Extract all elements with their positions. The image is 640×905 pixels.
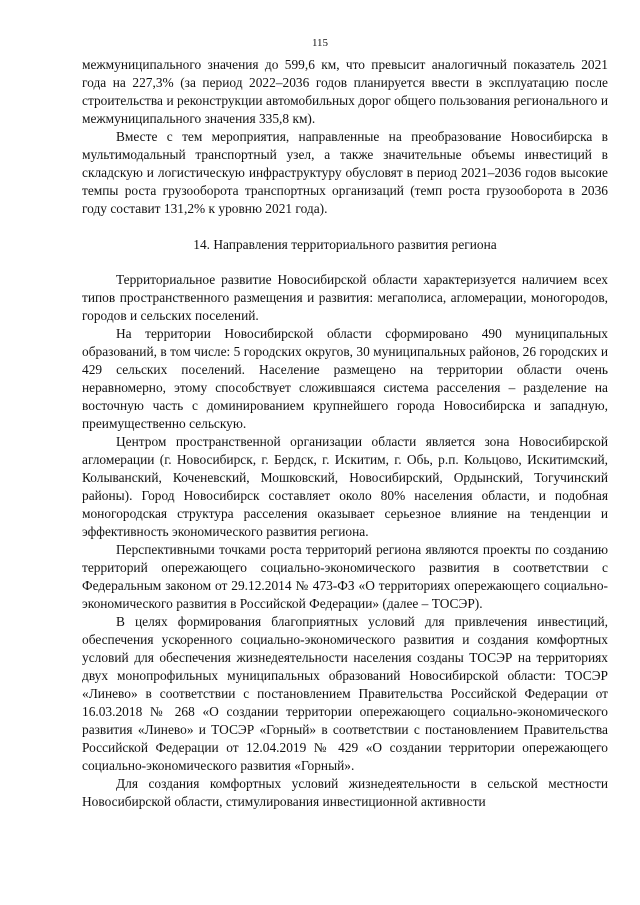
paragraph-growth-points: Перспективными точками роста территорий региона являются проекты по созданию территорий опережающего социально-экономического развития в соответствии с Федеральным законом от 29.12.2014 № 473-ФЗ «О территориях опережающего социально-экономического развития в Российской Федерации» (далее – ТОСЭР). bbox=[82, 542, 608, 611]
paragraph-tosear: В целях формирования благоприятных условий для привлечения инвестиций, обеспечения ускоренного социально-экономического развития и создания комфортных условий для обеспечения жизнедеятельности населения созданы ТОСЭР на территориях двух монопрофильных муниципальных образований Новосибирской области: ТОСЭР «Линево» в соответствии с постановлением Правительства Российской Федерации от 16.03.2018 № 268 «О создании территории опережающего социально-экономического развития «Линево» и ТОСЭР «Горный» в соответствии с постановлением Правительства Российской Федерации от 12.04.2019 № 429 «О создании территории опережающего социально-экономического развития «Горный». bbox=[82, 614, 608, 773]
paragraph-rural-conditions: Для создания комфортных условий жизнедеятельности в сельской местности Новосибирской области, стимулирования инвестиционной активности bbox=[82, 776, 608, 809]
document-body bbox=[82, 56, 608, 811]
section-heading: 14. Направления территориального развития региона bbox=[193, 237, 497, 252]
paragraph-agglomeration: Центром пространственной организации области является зона Новосибирской агломерации (г. Новосибирск, г. Бердск, г. Искитим, г. Обь, р.п. Кольцово, Искитимский, Колыванский, Коченевский, Мошковский, Новосибирский, Ордынский, Тогучинский районы). Город Новосибирск составляет около 80% населения области, и подобная моногородская структура расселения оказывает серьезное влияние на тенденции и эффективность экономического развития региона. bbox=[82, 434, 608, 539]
paragraph-continuation: межмуниципального значения до 599,6 км, что превысит аналогичный показатель 2021 года на 227,3% (за период 2022–2036 годов планируется ввести в эксплуатацию после строительства и реконструкции автомобильных дорог общего пользования регионального и межмуниципального значения 335,8 км). bbox=[82, 57, 608, 126]
page-number: 115 bbox=[311, 37, 329, 49]
paragraph-territorial-development: Территориальное развитие Новосибирской области характеризуется наличием всех типов пространственного размещения и развития: мегаполиса, агломерации, моногородов, городов и сельских поселений. bbox=[82, 272, 608, 323]
paragraph-municipalities: На территории Новосибирской области сформировано 490 муниципальных образований, в том числе: 5 городских округов, 30 муниципальных районов, 26 городских и 429 сельских поселений. Население размещено на территории области очень неравномерно, этому способствует сложившаяся система расселения – разделение на восточную часть с доминированием крупнейшего города Новосибирска и западную, преимущественно сельскую. bbox=[82, 326, 608, 431]
paragraph-multimodal-hub: Вместе с тем мероприятия, направленные на преобразование Новосибирска в мультимодальный транспортный узел, а также значительные объемы инвестиций в складскую и логистическую инфраструктуру обусловят в период 2021–2036 годов высокие темпы роста грузооборота транспортных организаций (темп роста грузооборота в 2036 году составит 131,2% к уровню 2021 года). bbox=[82, 129, 608, 216]
